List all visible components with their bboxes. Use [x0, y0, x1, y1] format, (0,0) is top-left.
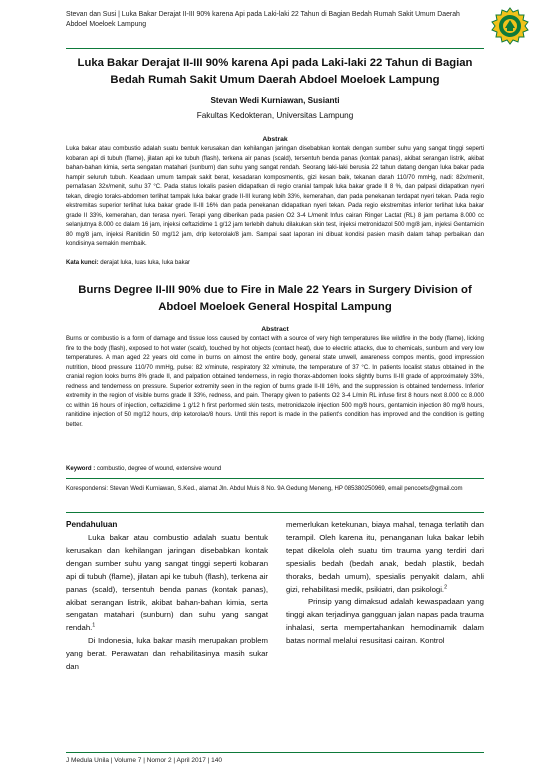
paragraph: Di Indonesia, luka bakar masih merupakan problem yang berat. Perawatan dan rehabilitasinya masih sukar dan: [66, 636, 268, 672]
abstract-text: Burns or combustio is a form of damage and tissue loss caused by contact with a source of very high temperatures like wildfire in the body (flame), licking fire to the body (flash), exposed to hot water (scald), touched by hot objects (contact heat), due to electric attacks, due to chemicals, sunburn and very low temperatures. A man aged 22 years old come in burns on almost the entire body, general state unwell, awareness compos mentis, good impression nutrition, blood pressure 110/70 mmHg, pulse: 82 x/minute, respiratory 32 x/minute, the temperature of 37 °C. In patients localist status obtained in the cranial region looks burns 8% grade II, and palpation obtained tenderness, in regio thorax-abdomen looks slightly burns II-III grade of approximately 33%, redness and tenderness on pressure. Superior extremity seen in the region of burns grade II-III 16%, and the suppression is obtained tenderness. Inferior extremity in the region of visible burns grade II 33%, redness, and pain. Therapy given to patients O2 3-4 L/min RL infuse first 8 hours next 8.000 cc 8.000 cc within 16 hours of injection, ceftazidime 1 g/12 h first performed skin tests, metronidazole injection 500 mg/8 hours, gentamicin injection 80 mg/8 hours, ranitidine injection of 50 mg/12 hours, drip ketorolac/8 hours. Until this report is made in the patient's condition has improved and the condition is getting better.: [66, 336, 484, 428]
abstrak-heading: Abstrak: [262, 136, 288, 143]
university-seal-icon: [490, 6, 530, 46]
affiliation: Fakultas Kedokteran, Universitas Lampung: [196, 111, 354, 120]
body-column-right: [286, 519, 484, 648]
keyword: [66, 465, 484, 474]
abstrak-text: Luka bakar atau combustio adalah suatu bentuk kerusakan dan kehilangan jaringan disebabkan kontak dengan sumber suhu yang sangat tinggi seperti kobaran api di tubuh (flame), jilatan api ke tubuh (flash), terkena air panas (scald), tersentuh benda panas (kontak panas), akibat serangan listrik, akibat bahan-bahan kimia, serta sengatan matahari (sunburn) dan suhu yang sangat rendah. Seorang laki-laki berusia 22 tahun datang dengan luka bakar pada hampir seluruh tubuh. Keadaan umum tampak sakit berat, kesadaran komposmentis, gizi kesan baik, tekanan darah 110/70 mmHg, nadi: 82x/menit, pernafasan 32x/menit, suhu 37 °C. Pada status lokalis pasien didapatkan di regio cranial tampak luka bakar grade II 8 %, dan palpasi didapatkan nyeri tekan, diregio toraks-abdomen terlihat tampak luka bakar grade II-III kurang lebih 33%, kemerahan, dan pada penekanan terdapat nyeri tekan. Pada regio ekstremitas superior terlihat luka bakar grade II-III 16% dan pada penekanan didapatkan nyeri tekan. Pada regio ekstremitas inferior terlihat luka bakar grade II 33%, kemerahan, dan terasa nyeri. Terapi yang diberikan pada pasien O2 3-4 L/menit Infus cairan Ringer Lactat (RL) 8 jam pertama 8.000 cc selanjutnya 8.000 cc dalam 16 jam, injeksi ceftazidime 1 g/12 jam terlebih dahulu dilakukan skin test, injeksi metronidazol 500 mg/8 jam, injeksi Gentamicin 80 mg/8 jam, injeksi Ranitidin 50 mg/12 jam, drip ketorolak/8 jam. Sampai saat laporan ini dibuat kondisi pasien masih dalam tahap perbaikan dan kondisinya semakin membaik.: [66, 146, 484, 247]
journal-footer: J Medula Unila | Volume 7 | Nomor 2 | April 2017 | 140: [66, 757, 222, 764]
kata-kunci-values: derajat luka, luas luka, luka bakar: [100, 260, 191, 266]
keyword-values: combustio, degree of wound, extensive wound: [96, 466, 222, 472]
kata-kunci-label: Kata kunci:: [66, 260, 99, 266]
paragraph: Luka bakar atau combustio adalah suatu bentuk kerusakan dan kehilangan jaringan disebabkan kontak dengan sumber suhu yang sangat tinggi seperti kobaran api di tubuh (flame), jilatan api ke tubuh (flash), terkena air panas (scald), tersentuh benda panas (kontak panas), akibat serangan listrik, akibat bahan-bahan kimia, serta sengatan matahari (sunburn) dan suhu yang sangat rendah.$^1$: [66, 533, 268, 633]
paragraph: Prinsip yang dimaksud adalah kewaspadaan yang tinggi akan terjadinya gangguan jalan napas pada trauma inhalasi, serta mempertahankan hemodinamik dalam batas normal melalui resusitasi cairan. Kontrol: [286, 597, 484, 646]
abstract-heading: Abstract: [261, 326, 289, 333]
separator-rule: [66, 512, 484, 513]
separator-rule: [66, 478, 484, 479]
header-rule: [66, 48, 484, 49]
footer-rule: [66, 752, 484, 753]
paragraph: memerlukan ketekunan, biaya mahal, tenaga terlatih dan terampil. Oleh karena itu, penanganan luka bakar lebih tepat dikelola oleh suatu tim trauma yang terdiri dari spesialis bedah (bedah anak, bedah plastik, bedah thoraks, bedah umum), spesialis penyakit dalam, ahli gizi, rehabilitasi medik, psikiatri, dan psikologi.$^2$: [286, 520, 484, 594]
reference-mark: 2: [444, 583, 448, 590]
article-title-id: Luka Bakar Derajat II-III 90% karena Api pada Laki-laki 22 Tahun di Bagian Bedah Rumah Sakit Umum Daerah Abdoel Moeloek Lampung: [77, 57, 473, 86]
body-column-left: [66, 532, 268, 674]
reference-mark: 1: [92, 622, 96, 629]
authors: Stevan Wedi Kurniawan, Susianti: [210, 96, 340, 105]
article-title-en: Burns Degree II-III 90% due to Fire in Male 22 Years in Surgery Division of Abdoel Moeloek General Hospital Lampung: [78, 284, 472, 313]
correspondence: Korespondensi: Stevan Wedi Kurniawan, S.Ked., alamat Jln. Abdul Muis 8 No. 9A Gedung Meneng, HP 085380250969, email pencoets@gmail.com: [66, 486, 463, 492]
keyword-label: Keyword :: [66, 466, 96, 472]
section-heading: Pendahuluan: [66, 520, 118, 529]
running-header: Stevan dan Susi | Luka Bakar Derajat II-III 90% karena Api pada Laki-laki 22 Tahun di Bagian Bedah Rumah Sakit Umum Daerah Abdoel Moeloek Lampung: [66, 11, 460, 28]
kata-kunci: [66, 259, 484, 268]
